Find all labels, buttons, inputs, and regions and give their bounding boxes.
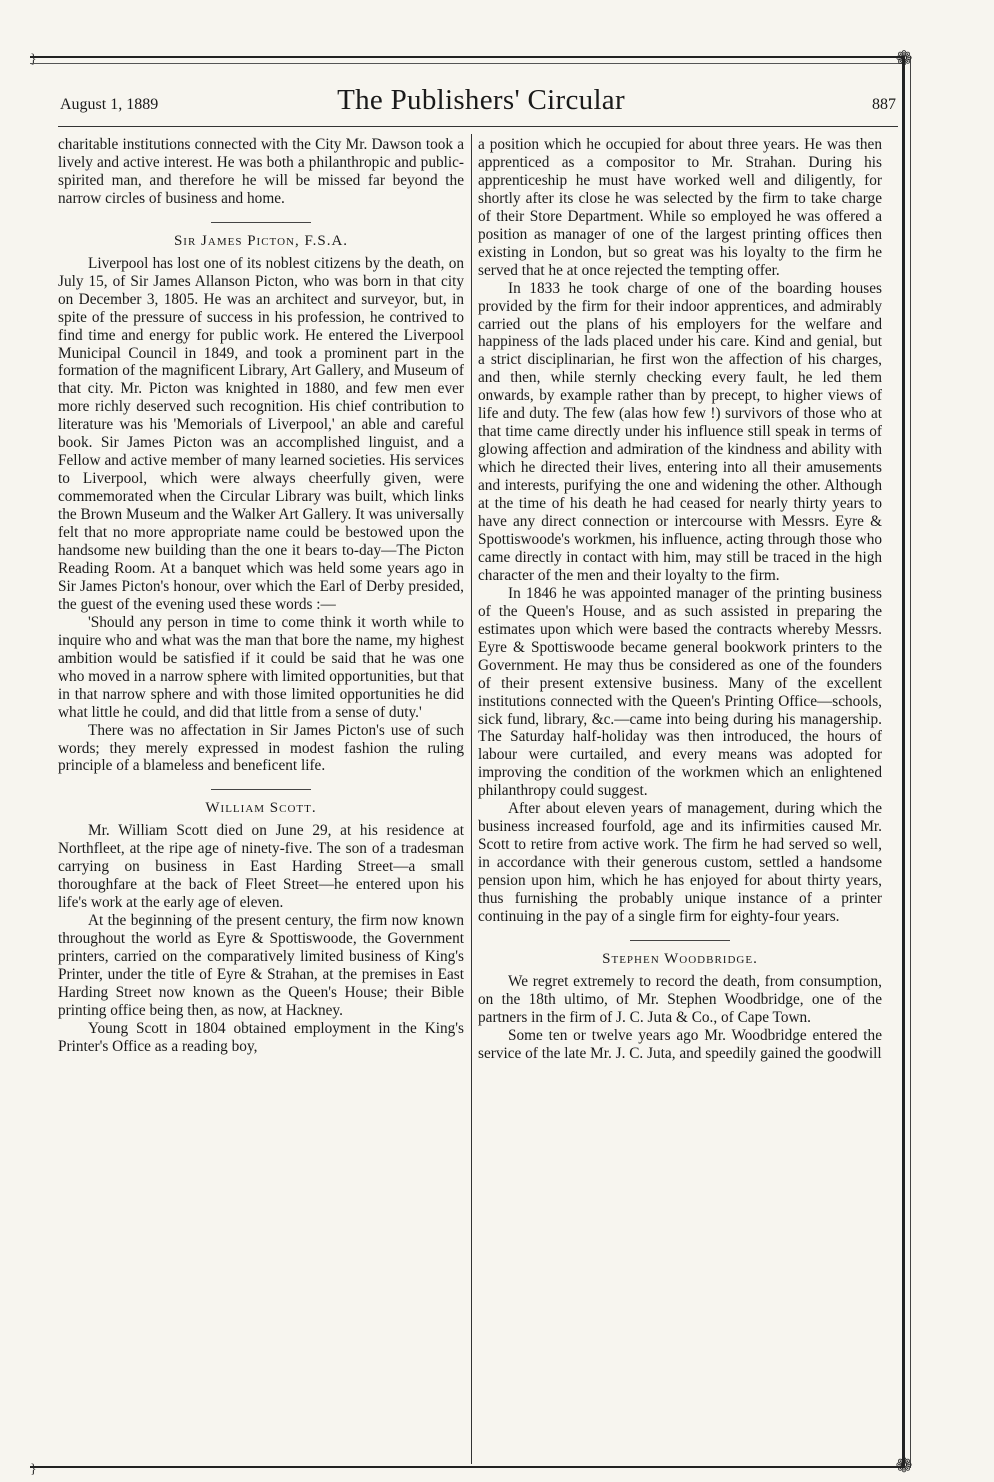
article-paragraph: Liverpool has lost one of its noblest citizens by the death, on July 15, of Sir James Allanson Picton, who was born in that city on December 3, 1805. He was an architect and surveyor, but, in spite of the pressure of success in his profession, he contrived to find time and energy for public work. He entered the Liverpool Municipal Council in 1849, and took a prominent part in the formation of the magnificent Library, Art Gallery, and Museum of that city. Mr. Picton was knighted in 1880, and few men ever more richly deserved such recognition. His chief contribution to literature was his 'Memorials of Liverpool,' an able and careful book. Sir James Picton was an accomplished linguist, and a Fellow and active member of many learned societies. His services to Liverpool, which were always cheerfully given, were commemorated when the Circular Library was built, which links the Brown Museum and the Walker Art Gallery. It was universally felt that no more appropriate name could be bestowed upon the handsome new building than the one it bears to-day—The Picton Reading Room. At a banquet which was held some years ago in Sir James Picton's honour, over which the Earl of Derby presided, the guest of the evening used these words :—: [58, 254, 464, 613]
publication-title: The Publishers' Circular: [337, 84, 625, 116]
border-tick-mark: }: [30, 52, 37, 67]
obituary-heading-picton: Sir James Picton, F.S.A.: [173, 232, 349, 249]
header-rule: [58, 126, 898, 127]
article-paragraph: There was no affectation in Sir James Picton's use of such words; they merely expressed in modest fashion the ruling principle of a blameless and beneficent life.: [58, 721, 464, 775]
right-border-rule: [902, 56, 905, 1468]
page-header: [60, 84, 902, 120]
corner-ornament-icon: ❁: [895, 1455, 913, 1477]
article-paragraph: Some ten or twelve years ago Mr. Woodbridge entered the service of the late Mr. J. C. Juta, and speedily gained the goodwill: [478, 1026, 882, 1062]
top-border-rule-thin: [30, 63, 902, 64]
article-paragraph: After about eleven years of management, during which the business increased fourfold, age and its infirmities caused Mr. Scott to retire from active work. The firm he had served so well, in accordance with their generous custom, settled a handsome pension upon him, which he has enjoyed for about thirty years, thus furnishing the probably unique instance of a printer continuing in the pay of a single firm for eighty-four years.: [478, 800, 882, 925]
section-separator: [630, 940, 730, 941]
article-paragraph: charitable institutions connected with the City Mr. Dawson took a lively and active interest. He was both a philanthropic and public-spirited man, and therefore he will be missed far beyond the narrow circles of business and home.: [58, 136, 464, 207]
section-separator: [211, 789, 311, 790]
article-paragraph: In 1833 he took charge of one of the boarding houses provided by the firm for their indoor apprentices, and admirably carried out the plans of his employers for the welfare and happiness of the lads placed under his care. Kind and genial, but a strict disciplinarian, he first won the affection of his charges, and then, while sternly checking every fault, he led them onwards, by example rather than by precept, to higher views of life and duty. The few (alas how few !) survivors of those who at that time came directly under his influence still speak in terms of glowing affection and admiration of the kindness and ability with which he directed their lives, entering into all their amusements and interests, purifying the one and widening the other. Although at the time of his death he had ceased for nearly thirty years to have any direct connection or intercourse with Messrs. Eyre & Spottiswoode's workmen, his influence, acting through those who came directly in contact with him, may still be traced in the high character of the men and their loyalty to the firm.: [478, 279, 882, 584]
article-paragraph: a position which he occupied for about three years. He was then apprenticed as a compositor to Mr. Strahan. During his apprenticeship he must have worked well and diligently, for shortly after its close he was selected by the firm to take charge of their Store Department. While so employed he was offered a position as manager of one of the largest printing offices then existing in London, but so great was his loyalty to the firm he served that he at once rejected the tempting offer.: [478, 136, 882, 279]
border-tick-mark: }: [30, 1462, 37, 1477]
article-paragraph: We regret extremely to record the death, from consumption, on the 18th ultimo, of Mr. Stephen Woodbridge, one of the partners in the firm of J. C. Juta & Co., of Cape Town.: [478, 972, 882, 1026]
quotation-paragraph: 'Should any person in time to come think it worth while to inquire who and what was the man that bore the name, my highest ambition would be satisfied if it could be said that he was one who moved in a narrow sphere with limited opportunities, but that in that narrow sphere and with those limited opportunities he did what little he could, and did that little from a sense of duty.': [58, 613, 464, 721]
issue-date: August 1, 1889: [60, 96, 159, 113]
bottom-border-rule: [30, 1466, 902, 1468]
left-column: [58, 136, 464, 1056]
column-divider: [471, 134, 472, 1464]
obituary-heading-scott: William Scott.: [205, 800, 317, 817]
top-border-rule: [30, 56, 902, 58]
article-paragraph: At the beginning of the present century, the firm now known throughout the world as Eyre & Spottiswoode, the Government printers, carried on the comparatively limited business of King's Printer, under the title of Eyre & Strahan, at the premises in East Harding Street now known as the Queen's House; their Bible printing office being then, as now, at Hackney.: [58, 912, 464, 1019]
right-border-rule-thin: [910, 56, 911, 1468]
obituary-heading-woodbridge: Stephen Woodbridge.: [602, 950, 758, 967]
article-paragraph: Young Scott in 1804 obtained employment in the King's Printer's Office as a reading boy,: [58, 1019, 464, 1055]
article-paragraph: In 1846 he was appointed manager of the printing business of the Queen's House, and as such assisted in preparing the estimates upon which were based the contracts whereby Messrs. Eyre & Spottiswoode became general bookwork printers to the Government. He may thus be considered as one of the founders of their present extensive business. Many of the excellent institutions connected with the Queen's Printing Office—schools, sick fund, library, &c.—came into being during his managership. The Saturday half-holiday was then introduced, the hours of labour were curtailed, and every means was adopted for improving the condition of the workmen which an enlightened philanthropy could suggest.: [478, 584, 882, 800]
page-number: 887: [872, 96, 896, 113]
right-column: [478, 136, 882, 1063]
article-paragraph: Mr. William Scott died on June 29, at his residence at Northfleet, at the ripe age of ninety-five. The son of a tradesman carrying on business in East Harding Street—a small thoroughfare at the back of Fleet Street—he entered upon his life's work at the early age of eleven.: [58, 822, 464, 912]
section-separator: [211, 222, 311, 223]
corner-ornament-icon: ❁: [895, 48, 913, 70]
